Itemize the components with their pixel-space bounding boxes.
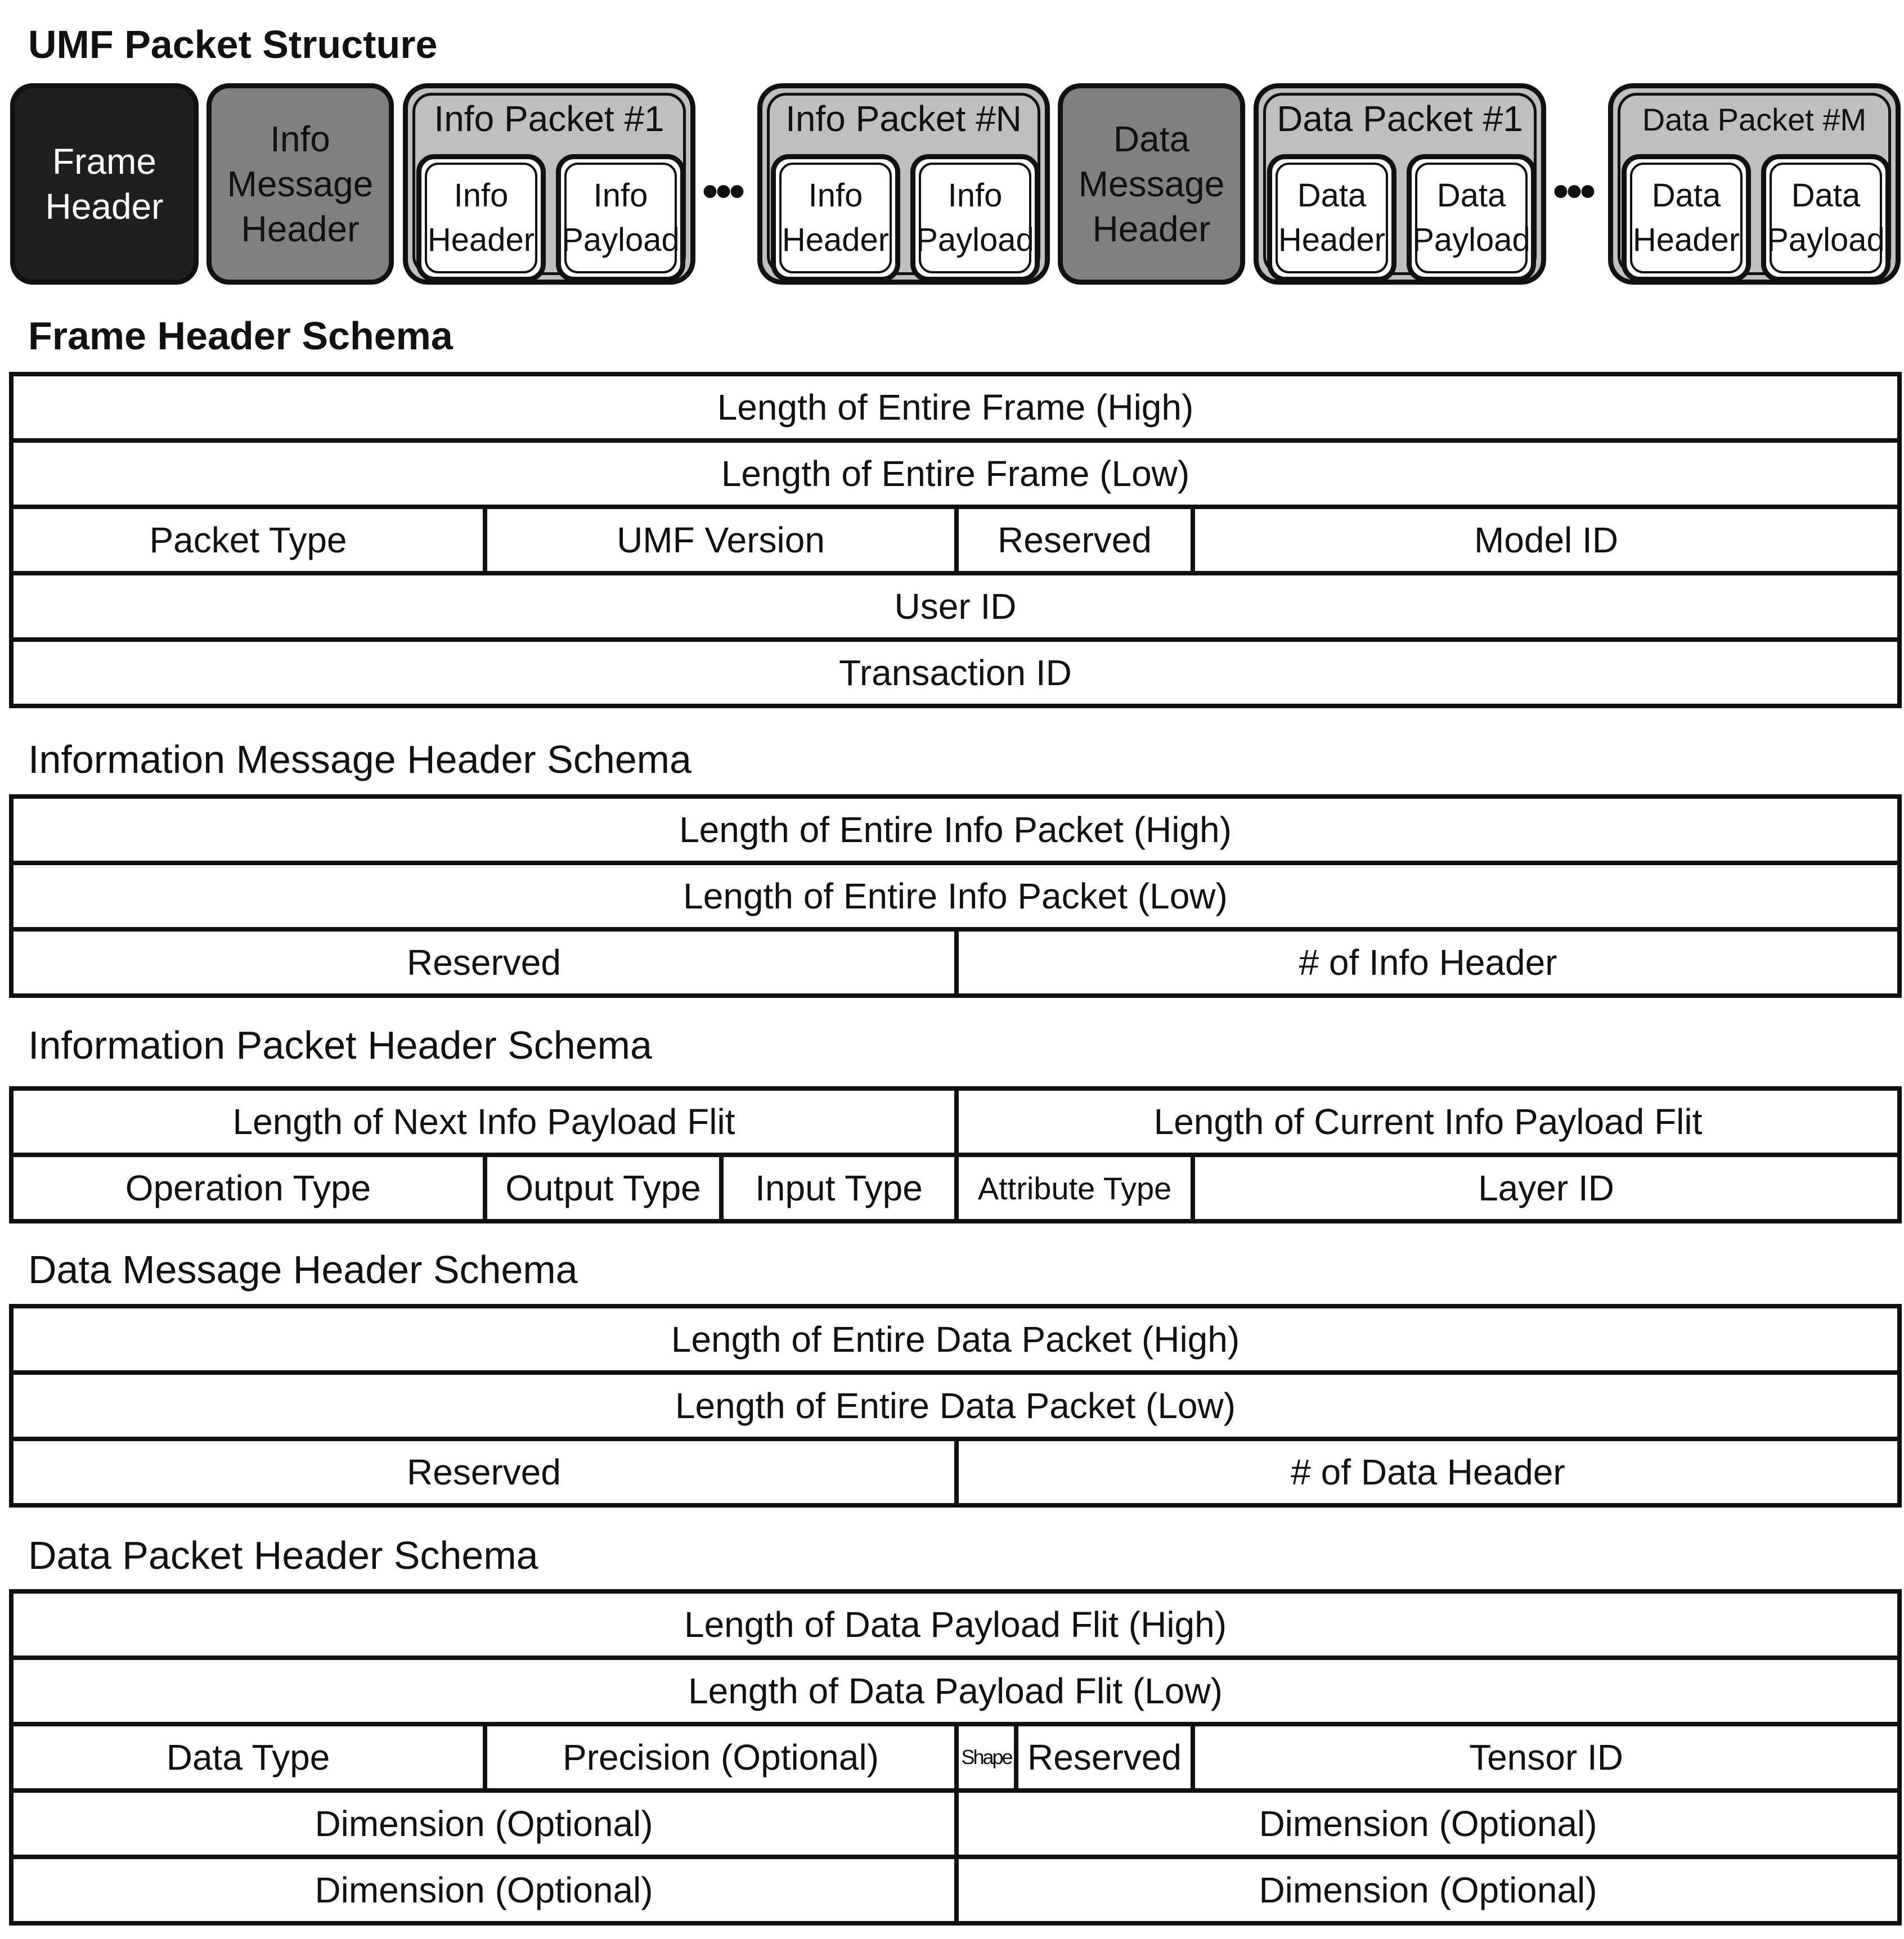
- schema-row: [14, 1655, 1897, 1722]
- schema-row: [14, 571, 1897, 637]
- schema-row: [14, 1153, 1897, 1219]
- schema-cell: # of Info Header: [954, 932, 1897, 993]
- info-packet-n-payload: Info Payload: [910, 154, 1040, 282]
- data-packet-1-payload: Data Payload: [1407, 154, 1536, 282]
- schema-cell: Length of Entire Frame (High): [717, 387, 1194, 428]
- schema-cell: Dimension (Optional): [315, 1803, 653, 1844]
- info-packet-1-payload: Info Payload: [556, 154, 685, 282]
- schema-cell: Length of Entire Data Packet (Low): [675, 1385, 1236, 1426]
- schema-row: [14, 1370, 1897, 1437]
- schema-row: [14, 1722, 1897, 1788]
- schema-cell: Reserved: [954, 509, 1191, 571]
- data-packet-m-title: Data Packet #M: [1642, 102, 1867, 137]
- schema-row: [14, 927, 1897, 993]
- data-packet-1-title: Data Packet #1: [1277, 98, 1523, 139]
- schema-cell: Model ID: [1191, 509, 1897, 571]
- schema-cell: Transaction ID: [839, 653, 1072, 693]
- info-packet-n: [757, 83, 1050, 285]
- schema-row: [14, 505, 1897, 571]
- data-packet-m-payload: Data Payload: [1761, 154, 1890, 282]
- schema-cell: Attribute Type: [954, 1157, 1191, 1219]
- data-packet-schema-title: Data Packet Header Schema: [28, 1533, 538, 1577]
- schema-cell: Length of Current Info Payload Flit: [954, 1091, 1897, 1153]
- schema-row: [14, 861, 1897, 927]
- info-message-schema-title: Information Message Header Schema: [28, 737, 691, 781]
- schema-cell: Shape: [954, 1726, 1014, 1788]
- info-packet-schema-title: Information Packet Header Schema: [28, 1023, 652, 1067]
- info-packet-1-title: Info Packet #1: [434, 98, 664, 139]
- schema-cell: Reserved: [407, 1452, 561, 1492]
- schema-cell: Length of Entire Frame (Low): [721, 453, 1190, 494]
- schema-row: [14, 1308, 1897, 1370]
- info-packet-n-title: Info Packet #N: [785, 98, 1022, 139]
- schema-cell: Tensor ID: [1191, 1726, 1897, 1788]
- schema-row: [14, 799, 1897, 861]
- data-packet-1: [1254, 83, 1546, 285]
- schema-row: [14, 438, 1897, 505]
- schema-cell: UMF Version: [483, 509, 954, 571]
- frame-header-schema-title: Frame Header Schema: [28, 314, 453, 358]
- schema-cell: Operation Type: [125, 1168, 371, 1208]
- data-message-schema-table: [9, 1304, 1902, 1508]
- info-message-header-block: Info Message Header: [206, 83, 394, 285]
- schema-cell: User ID: [894, 586, 1017, 627]
- schema-cell: # of Data Header: [954, 1441, 1897, 1503]
- schema-cell: Length of Entire Info Packet (Low): [683, 876, 1228, 916]
- ellipsis-info: •••: [702, 166, 743, 216]
- schema-cell: Length of Entire Data Packet (High): [671, 1319, 1240, 1360]
- schema-cell: Length of Entire Info Packet (High): [679, 809, 1232, 850]
- ellipsis-data: •••: [1553, 166, 1594, 216]
- schema-row: [14, 1855, 1897, 1921]
- data-packet-schema-table: [9, 1589, 1902, 1925]
- info-packet-n-header: Info Header: [771, 154, 900, 282]
- schema-row: [14, 376, 1897, 438]
- schema-row: [14, 1788, 1897, 1855]
- frame-header-schema-table: [9, 372, 1902, 708]
- structure-title: UMF Packet Structure: [28, 23, 438, 66]
- data-message-header-block: Data Message Header: [1058, 83, 1245, 285]
- data-packet-m-header: Data Header: [1622, 154, 1751, 282]
- data-packet-m: [1608, 83, 1901, 285]
- data-message-schema-title: Data Message Header Schema: [28, 1248, 578, 1292]
- schema-cell: Input Type: [719, 1157, 954, 1219]
- data-packet-1-header: Data Header: [1267, 154, 1396, 282]
- schema-cell: Length of Data Payload Flit (High): [684, 1604, 1227, 1645]
- schema-cell: Precision (Optional): [483, 1726, 954, 1788]
- info-packet-schema-table: [9, 1086, 1902, 1223]
- schema-cell: Output Type: [483, 1157, 719, 1219]
- schema-cell: Length of Data Payload Flit (Low): [688, 1671, 1223, 1711]
- schema-cell: Reserved: [1014, 1726, 1191, 1788]
- schema-cell: Dimension (Optional): [954, 1793, 1897, 1855]
- schema-cell: Packet Type: [149, 520, 347, 560]
- info-packet-1-header: Info Header: [416, 154, 546, 282]
- schema-cell: Data Type: [166, 1737, 330, 1778]
- info-message-schema-table: [9, 794, 1902, 998]
- info-packet-1: [403, 83, 695, 285]
- schema-row: [14, 1437, 1897, 1503]
- schema-cell: Length of Next Info Payload Flit: [232, 1101, 735, 1142]
- schema-cell: Layer ID: [1191, 1157, 1897, 1219]
- schema-row: [14, 637, 1897, 704]
- schema-row: [14, 1091, 1897, 1153]
- schema-cell: Dimension (Optional): [954, 1859, 1897, 1921]
- schema-cell: Reserved: [407, 942, 561, 983]
- frame-header-block: Frame Header: [10, 83, 199, 285]
- schema-row: [14, 1594, 1897, 1655]
- schema-cell: Dimension (Optional): [315, 1870, 653, 1910]
